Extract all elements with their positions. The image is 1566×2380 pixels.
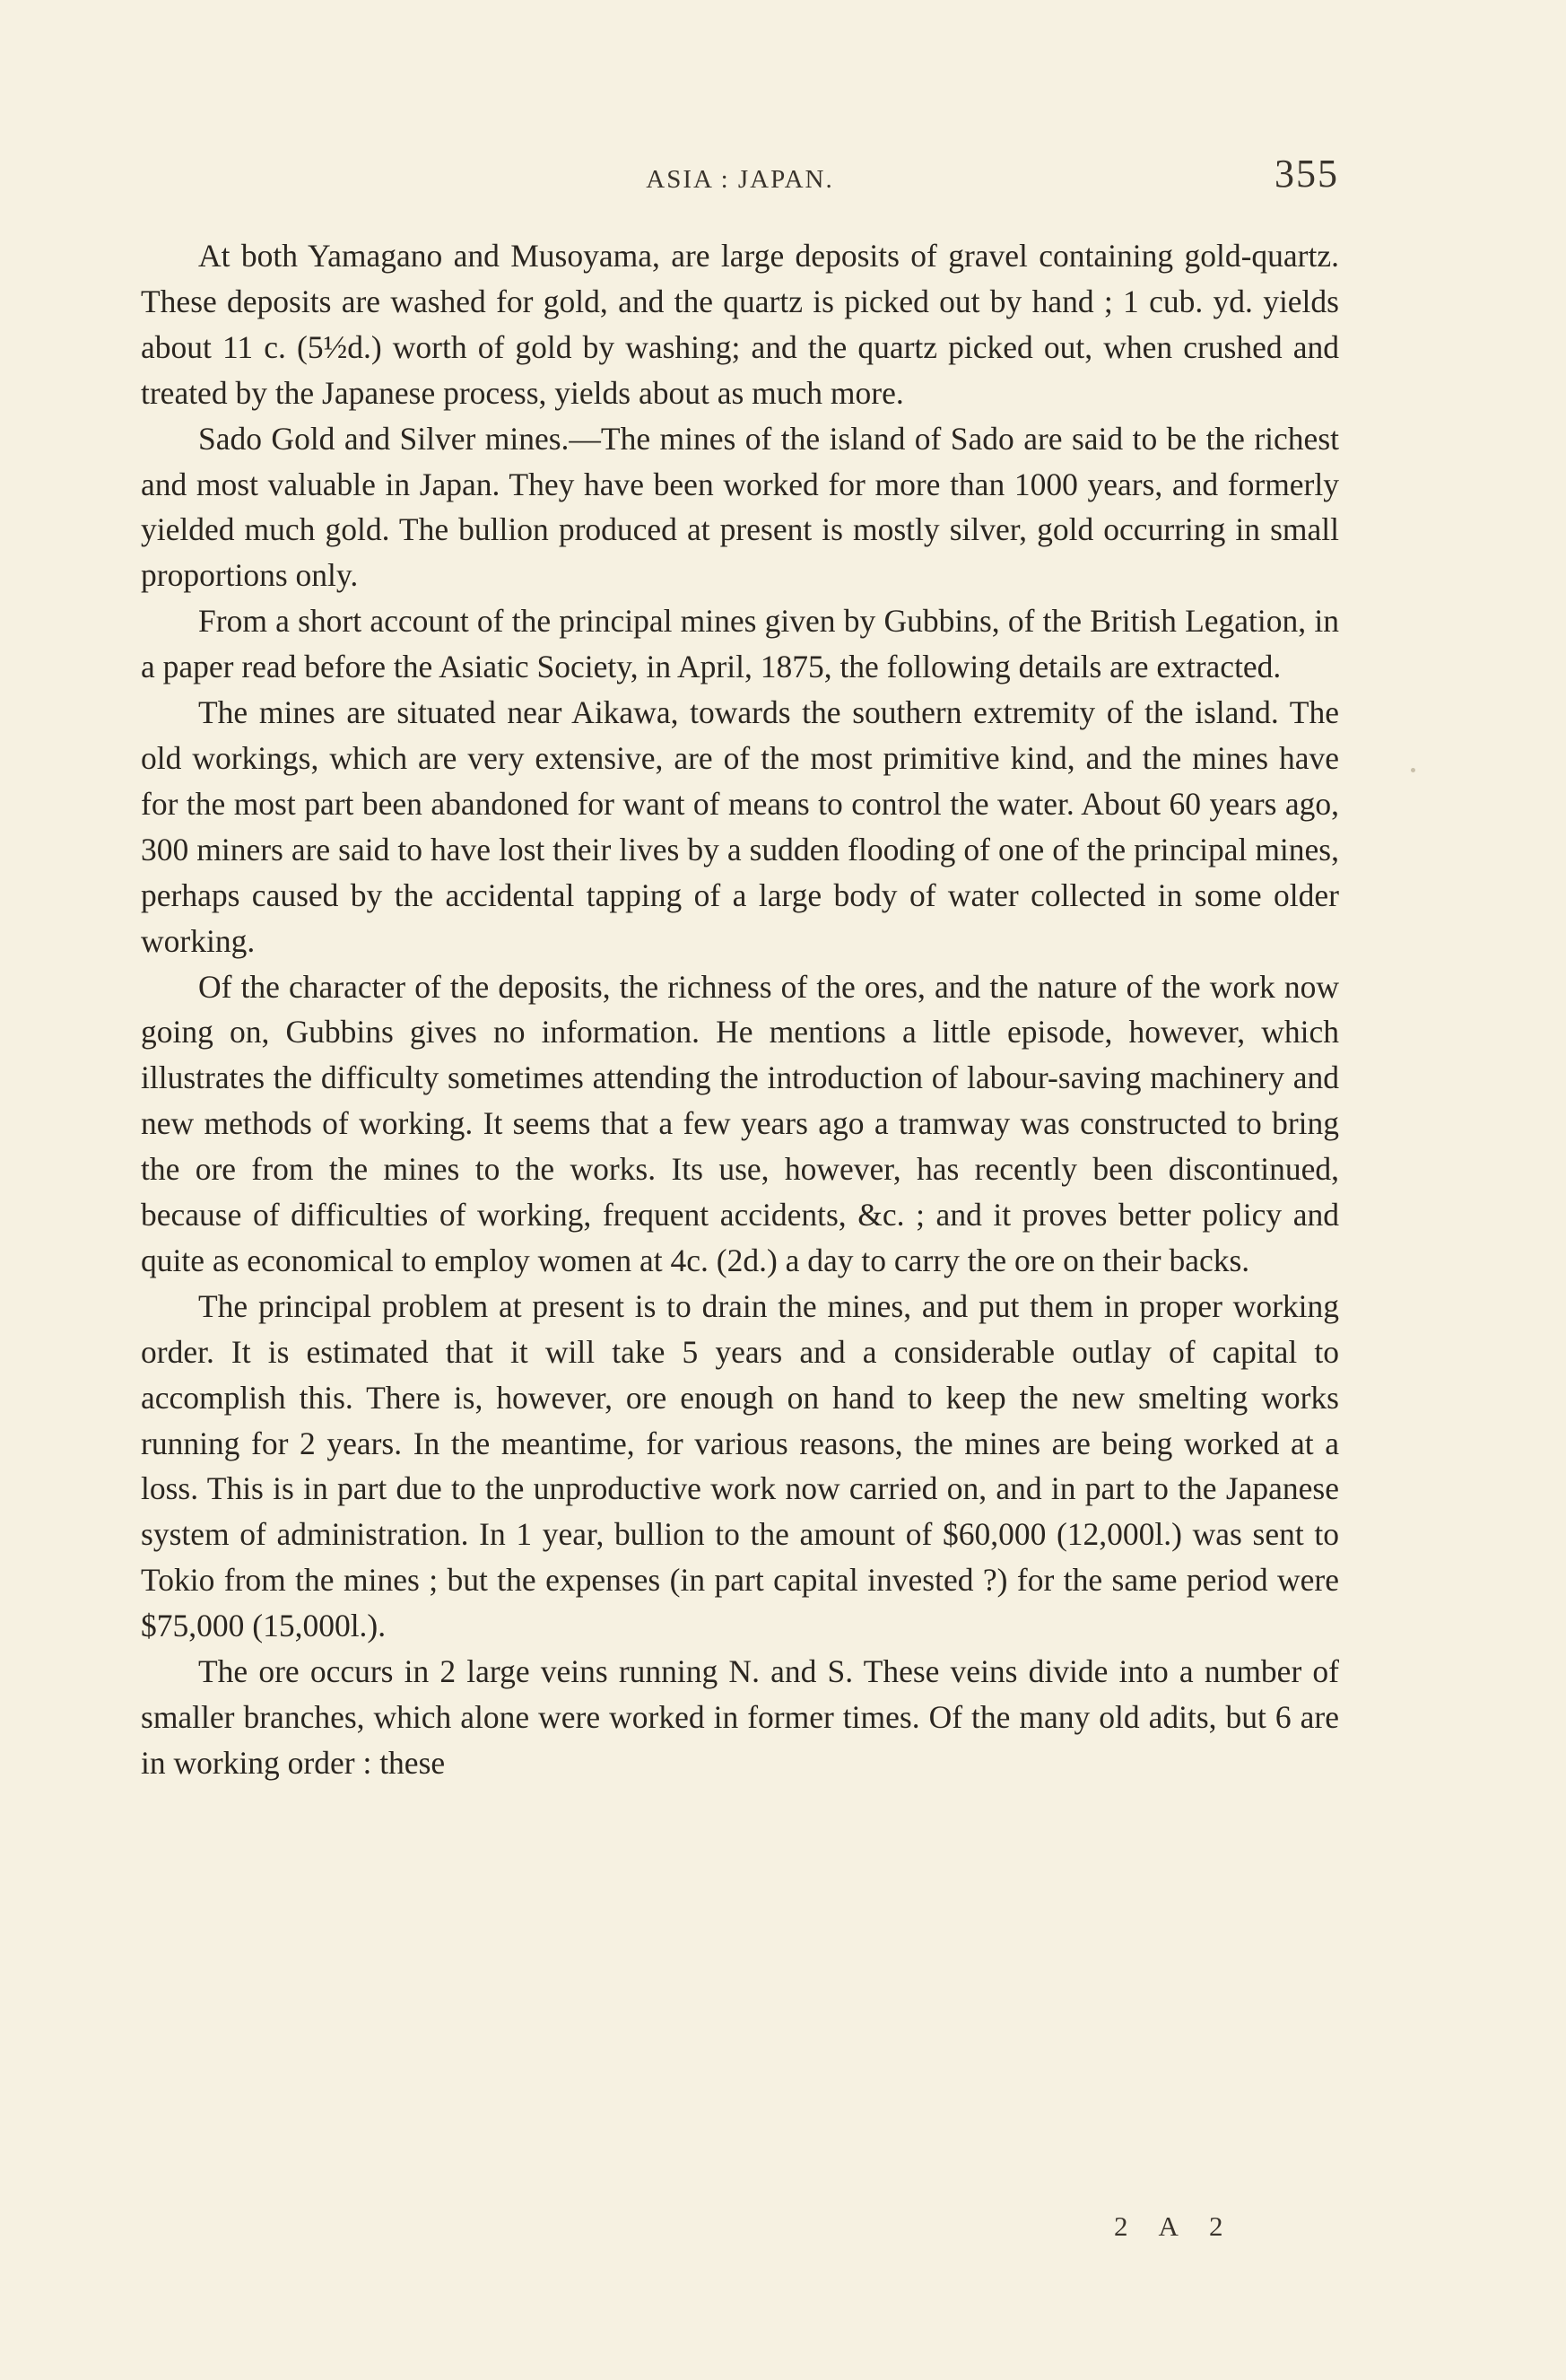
signature-mark: 2 A 2 <box>1114 2210 1236 2242</box>
paragraph-principal-problem: The principal problem at present is to drain the mines, and put them in proper working order. It is estimated that it will take 5 years and a considerable outlay of capital to accomplish this. There is, however, ore enough on hand to keep the new smelting works running for 2 years. In the meantime, for various reasons, the mines are being worked at a loss. This is in part due to the unproductive work now carried on, and in part to the Japanese system of administration. In 1 year, bullion to the amount of $60,000 (12,000l.) was sent to Tokio from the mines ; but the expenses (in part capital invested ?) for the same period were $75,000 (15,000l.). <box>141 1287 1339 1644</box>
paragraph-yamagano-musoyama: At both Yamagano and Musoyama, are large deposits of gravel containing gold-quartz. These deposits are washed for gold, and the quartz is picked out by hand ; 1 cub. yd. yields about 11 c. (5½d.) worth of gold by washing; and the quartz picked out, when crushed and treated by the Japanese process, yields about as much more. <box>141 238 1339 411</box>
paragraph-ore-veins: The ore occurs in 2 large veins running N. and S. These veins divide into a number of smaller branches, which alone were worked in former times. Of the many old adits, but 6 are in working order : these <box>141 1653 1339 1781</box>
paragraph-deposit-character: Of the character of the deposits, the richness of the ores, and the nature of the work now going on, Gubbins gives no information. He mentions a little episode, however, which illustrates the difficulty sometimes attending the introduction of labour-saving machinery and new methods of working. It seems that a few years ago a tramway was constructed to bring the ore from the mines to the works. Its use, however, has recently been discontinued, because of difficulties of working, frequent accidents, &c. ; and it proves better policy and quite as economical to employ women at 4c. (2d.) a day to carry the ore on their backs. <box>141 968 1339 1278</box>
page-number: 355 <box>1275 152 1339 196</box>
body-text <box>141 233 1339 1786</box>
running-head: ASIA : JAPAN. <box>646 165 834 194</box>
paragraph-mine-situation: The mines are situated near Aikawa, towards the southern extremity of the island. The old workings, which are very extensive, are of the most primitive kind, and the mines have for the most part been abandoned for want of means to control the water. About 60 years ago, 300 miners are said to have lost their lives by a sudden flooding of one of the principal mines, perhaps caused by the accidental tapping of a large body of water collected in some older working. <box>141 694 1339 959</box>
paragraph-sado-mines: Sado Gold and Silver mines.—The mines of the island of Sado are said to be the richest and most valuable in Japan. They have been worked for more than 1000 years, and formerly yielded much gold. The bullion produced at present is mostly silver, gold occurring in small proportions only. <box>141 420 1339 594</box>
paragraph-gubbins-account: From a short account of the principal mines given by Gubbins, of the British Legation, in a paper read before the Asiatic Society, in April, 1875, the following details are extracted. <box>141 603 1339 685</box>
paper-speck <box>1411 768 1415 772</box>
page-header <box>141 151 1339 205</box>
